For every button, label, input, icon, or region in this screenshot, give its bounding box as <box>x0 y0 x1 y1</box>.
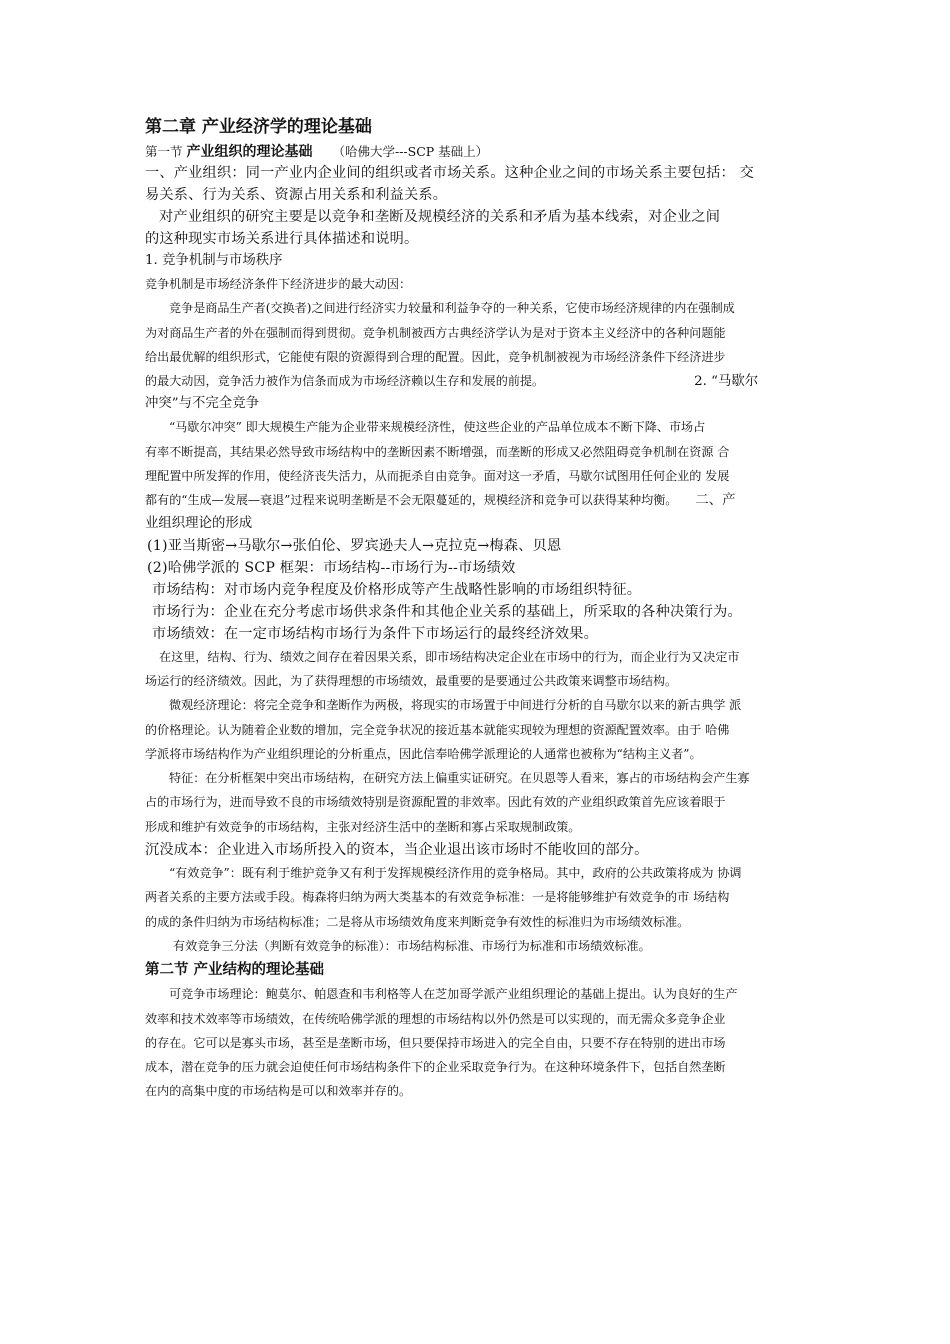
section-1-prefix: 第一节 <box>145 144 187 159</box>
subheading-er-b: 业组织理论的形成 <box>145 515 253 531</box>
section-1-note: （哈佛大学---SCP 基础上） <box>332 144 489 159</box>
definition-line: 市场行为：企业在充分考虑市场供求条件和其他企业关系的基础上，所采取的各种决策行为。 <box>152 603 742 620</box>
list-item: (1)亚当斯密→马歇尔→张伯伦、罗宾逊夫人→克拉克→梅森、贝恩 <box>147 537 562 554</box>
paragraph-line-text: 都有的“生成—发展—衰退”过程来说明垄断是不会无限蔓延的，规模经济和竞争可以获得某种均衡。 <box>145 493 678 508</box>
paragraph-line: 为对商品生产者的外在强制而得到贯彻。竞争机制被西方古典经济学认为是对于资本主义经济中的各种问题能 <box>145 325 726 340</box>
paragraph-line <box>145 488 817 512</box>
paragraph-line: “马歇尔冲突” 即大规模生产能为企业带来规模经济性，使这些企业的产品单位成本不断下降、市场占 <box>169 420 706 435</box>
paragraph-line: 两者关系的主要方法或手段。梅森将归纳为两大类基本的有效竞争标准：一是将能够维护有效竞争的市 场结构 <box>145 890 730 905</box>
section-1-title: 产业组织的理论基础 <box>186 144 313 160</box>
paragraph-line: 的存在。它可以是寡头市场，甚至是垄断市场，但只要保持市场进入的完全自由，只要不存在特别的进出市场 <box>145 1035 726 1050</box>
paragraph-line: 在内的高集中度的市场结构是可以和效率并存的。 <box>145 1084 412 1099</box>
paragraph-line-text: 的最大动因，竞争活力被作为信条而成为市场经济赖以生存和发展的前提。 <box>145 374 545 389</box>
section-1-heading <box>145 142 817 162</box>
paragraph-line: 形成和维护有效竞争的市场结构，主张对经济生活中的垄断和寡占采取规制政策。 <box>145 819 581 834</box>
paragraph-line: 有效竞争三分法（判断有效竞争的标准）：市场结构标准、市场行为标准和市场绩效标准。 <box>173 938 651 953</box>
paragraph-line: 效率和技术效率等市场绩效，在传统哈佛学派的理想的市场结构以外仍然是可以实现的，而无需众多竞争企业 <box>145 1011 726 1026</box>
paragraph-line: 竞争是商品生产者(交换者)之间进行经济实力较量和利益争夺的一种关系，它使市场经济规律的内在强制成 <box>169 301 735 316</box>
paragraph-line <box>145 369 817 393</box>
sunk-cost-definition: 沉没成本：企业进入市场所投入的资本，当企业退出该市场时不能收回的部分。 <box>145 842 649 859</box>
subheading-1: 1. 竞争机制与市场秩序 <box>145 253 283 268</box>
document-body <box>145 114 817 1104</box>
subheading-2a: 2. “马歇尔 <box>694 374 759 390</box>
paragraph-line: 给出最优解的组织形式，它能使有限的资源得到合理的配置。因此，竞争机制被视为市场经济条件下经济进步 <box>145 349 726 364</box>
paragraph-line: 理配置中所发挥的作用，使经济丧失活力，从而扼杀自由竞争。面对这一矛盾，马歇尔试图用任何企业的 发展 <box>145 469 730 484</box>
subheading-er-a: 二、产 <box>695 493 736 509</box>
paragraph-line: 场运行的经济绩效。因此，为了获得理想的市场绩效，最重要的是要通过公共政策来调整市场结构。 <box>145 673 678 688</box>
paragraph-line: 特征：在分析框架中突出市场结构，在研究方法上偏重实证研究。在贝恩等人看来，寡占的市场结构会产生寡 <box>169 771 750 786</box>
paragraph-line: 对产业组织的研究主要是以竞争和垄断及规模经济的关系和矛盾为基本线索，对企业之间 <box>159 209 721 225</box>
definition-line: 市场绩效：在一定市场结构市场行为条件下市场运行的最终经济效果。 <box>152 625 599 642</box>
list-item: (2)哈佛学派的 SCP 框架：市场结构--市场行为--市场绩效 <box>147 559 516 576</box>
subheading-2b: 冲突”与不完全竞争 <box>145 396 259 412</box>
paragraph-line: 有率不断提高，其结果必然导致市场结构中的垄断因素不断增强，而垄断的形成又必然阻碍竞争机制在资源 合 <box>145 444 730 459</box>
paragraph-line: “有效竞争”：既有利于维护竞争又有利于发挥规模经济作用的竞争格局。其中，政府的公共政策将成为 协调 <box>169 866 742 881</box>
chapter-title: 第二章 产业经济学的理论基础 <box>145 117 372 137</box>
definition-line: 市场结构：对市场内竞争程度及价格形成等产生战略性影响的市场组织特征。 <box>152 581 642 598</box>
paragraph-line: 成本，潜在竞争的压力就会迫使任何市场结构条件下的企业采取竞争行为。在这种环境条件下，包括自然垄断 <box>145 1060 726 1075</box>
paragraph-line: 在这里，结构、行为、绩效之间存在着因果关系，即市场结构决定企业在市场中的行为，而企业行为又决定市 <box>159 649 740 664</box>
paragraph-line: 的这种现实市场关系进行具体描述和说明。 <box>145 231 419 247</box>
paragraph-line: 的成的条件归纳为市场结构标准；二是将从市场绩效角度来判断竞争有效性的标准归为市场绩效标准。 <box>145 914 690 929</box>
paragraph-line: 的价格理论。认为随着企业数的增加，完全竞争状况的接近基本就能实现较为理想的资源配置效率。由于 哈佛 <box>145 722 730 737</box>
paragraph-line: 一、产业组织：同一产业内企业间的组织或者市场关系。这种企业之间的市场关系主要包括： 交 <box>145 165 754 181</box>
paragraph-line: 竞争机制是市场经济条件下经济进步的最大动因： <box>145 277 412 291</box>
paragraph-line: 占的市场行为，进而导致不良的市场绩效特别是资源配置的非效率。因此有效的产业组织政策首先应该着眼于 <box>145 795 726 810</box>
paragraph-line: 学派将市场结构作为产业组织理论的分析重点，因此信奉哈佛学派理论的人通常也被称为“结构主义者”。 <box>145 746 702 761</box>
paragraph-line: 可竞争市场理论：鲍莫尔、帕恩查和韦利格等人在芝加哥学派产业组织理论的基础上提出。认为良好的生产 <box>169 987 738 1002</box>
section-2-heading: 第二节 产业结构的理论基础 <box>145 961 325 979</box>
paragraph-line: 微观经济理论：将完全竞争和垄断作为两极，将现实的市场置于中间进行分析的自马歇尔以来的新古典学 派 <box>169 698 742 713</box>
paragraph-line: 易关系、行为关系、资源占用关系和利益关系。 <box>145 187 448 203</box>
